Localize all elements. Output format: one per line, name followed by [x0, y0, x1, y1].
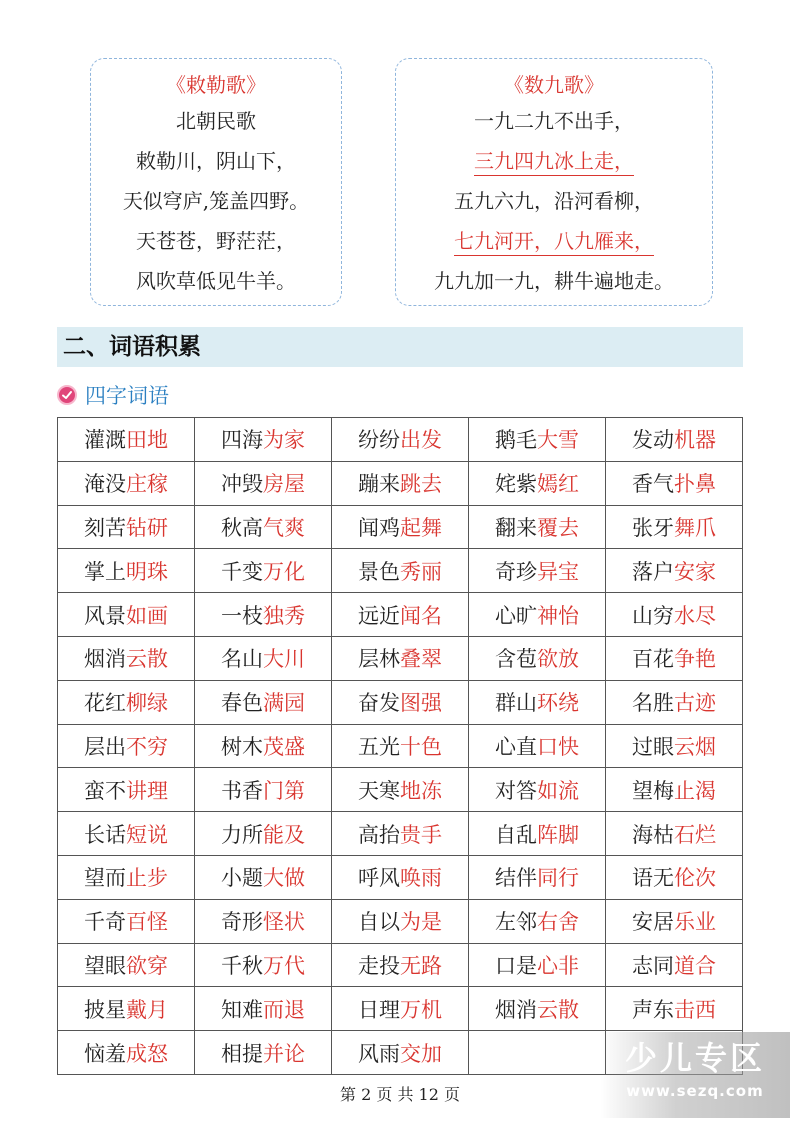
- word-cell: [606, 418, 743, 462]
- word-first-half: 望而: [84, 866, 126, 891]
- word-cell: [469, 505, 606, 549]
- word-first-half: 掌上: [84, 559, 126, 584]
- subsection-header: [57, 380, 169, 410]
- word-first-half: 远近: [358, 603, 400, 628]
- word-cell: [332, 680, 469, 724]
- word-cell: [195, 899, 332, 943]
- word-cell: [606, 812, 743, 856]
- word-cell: [469, 724, 606, 768]
- word-second-half: 成怒: [126, 1041, 168, 1066]
- word-cell: [469, 549, 606, 593]
- word-first-half: 心旷: [495, 603, 537, 628]
- word-second-half: 伦次: [674, 866, 716, 891]
- word-second-half: 大做: [263, 866, 305, 891]
- word-second-half: 云散: [537, 997, 579, 1022]
- word-first-half: 落户: [632, 559, 674, 584]
- watermark-logo: [600, 1032, 790, 1118]
- word-second-half: 而退: [263, 997, 305, 1022]
- word-first-half: 海枯: [632, 822, 674, 847]
- word-first-half: 安居: [632, 910, 674, 935]
- table-row: [58, 899, 743, 943]
- word-first-half: 风景: [84, 603, 126, 628]
- poem-line: [91, 221, 341, 261]
- word-cell: [332, 461, 469, 505]
- poem-line: [91, 261, 341, 301]
- word-cell: [195, 768, 332, 812]
- word-first-half: 心直: [495, 734, 537, 759]
- word-second-half: 茂盛: [263, 734, 305, 759]
- word-second-half: 独秀: [263, 603, 305, 628]
- word-cell: [332, 549, 469, 593]
- word-first-half: 书香: [221, 778, 263, 803]
- word-second-half: 欲穿: [126, 953, 168, 978]
- word-second-half: 地冻: [400, 778, 442, 803]
- table-row: [58, 987, 743, 1031]
- word-second-half: 短说: [126, 822, 168, 847]
- word-cell: [195, 549, 332, 593]
- word-second-half: 安家: [674, 559, 716, 584]
- word-first-half: 四海: [221, 428, 263, 453]
- word-first-half: 披星: [84, 997, 126, 1022]
- poem-line-text: 天苍苍，野茫茫，: [136, 229, 296, 253]
- word-second-half: 田地: [126, 428, 168, 453]
- word-first-half: 口是: [495, 953, 537, 978]
- word-second-half: 不穷: [126, 734, 168, 759]
- watermark-url: www.sezq.com: [626, 1082, 764, 1100]
- word-first-half: 名山: [221, 647, 263, 672]
- word-cell: [332, 1031, 469, 1075]
- word-cell: [58, 418, 195, 462]
- word-second-half: 满园: [263, 691, 305, 716]
- word-cell: [606, 549, 743, 593]
- word-first-half: 纷纷: [358, 428, 400, 453]
- word-cell: [332, 593, 469, 637]
- word-first-half: 香气: [632, 472, 674, 497]
- word-cell: [606, 724, 743, 768]
- word-cell: [606, 987, 743, 1031]
- word-cell: [58, 680, 195, 724]
- word-second-half: 覆去: [537, 515, 579, 540]
- word-first-half: 五光: [358, 734, 400, 759]
- word-cell: [195, 461, 332, 505]
- word-first-half: 日理: [358, 997, 400, 1022]
- word-first-half: 闻鸡: [358, 515, 400, 540]
- word-first-half: 发动: [632, 428, 674, 453]
- word-second-half: 无路: [400, 953, 442, 978]
- word-second-half: 击西: [674, 997, 716, 1022]
- word-second-half: 唤雨: [400, 866, 442, 891]
- word-first-half: 秋高: [221, 515, 263, 540]
- word-first-half: 树木: [221, 734, 263, 759]
- poem-line: [396, 141, 712, 181]
- word-first-half: 张牙: [632, 515, 674, 540]
- word-first-half: 奋发: [358, 691, 400, 716]
- word-first-half: 天寒: [358, 778, 400, 803]
- word-cell: [606, 505, 743, 549]
- word-first-half: 烟消: [495, 997, 537, 1022]
- table-row: [58, 418, 743, 462]
- table-row: [58, 943, 743, 987]
- table-row: [58, 593, 743, 637]
- word-cell: [332, 636, 469, 680]
- word-second-half: 心非: [537, 953, 579, 978]
- word-cell: [58, 987, 195, 1031]
- word-first-half: 小题: [221, 866, 263, 891]
- word-cell: [58, 943, 195, 987]
- word-first-half: 淹没: [84, 472, 126, 497]
- word-cell: [195, 855, 332, 899]
- word-second-half: 并论: [263, 1041, 305, 1066]
- word-second-half: 云散: [126, 647, 168, 672]
- word-second-half: 跳去: [400, 472, 442, 497]
- word-second-half: 乐业: [674, 910, 716, 935]
- word-second-half: 柳绿: [126, 691, 168, 716]
- word-second-half: 庄稼: [126, 472, 168, 497]
- word-second-half: 闻名: [400, 603, 442, 628]
- word-cell: [606, 593, 743, 637]
- word-cell: [332, 418, 469, 462]
- word-cell: [195, 812, 332, 856]
- poem-line-text: 风吹草低见牛羊。: [136, 269, 296, 293]
- word-cell: [195, 680, 332, 724]
- word-second-half: 百怪: [126, 910, 168, 935]
- word-first-half: 声东: [632, 997, 674, 1022]
- word-cell: [195, 987, 332, 1031]
- word-cell: [606, 461, 743, 505]
- word-second-half: 门第: [263, 778, 305, 803]
- word-first-half: 春色: [221, 691, 263, 716]
- word-first-half: 千秋: [221, 953, 263, 978]
- word-cell: [469, 461, 606, 505]
- word-first-half: 灌溉: [84, 428, 126, 453]
- table-row: [58, 855, 743, 899]
- word-first-half: 左邻: [495, 910, 537, 935]
- word-first-half: 自以: [358, 910, 400, 935]
- word-first-half: 蹦来: [358, 472, 400, 497]
- word-first-half: 刻苦: [84, 515, 126, 540]
- word-cell: [469, 899, 606, 943]
- word-first-half: 结伴: [495, 866, 537, 891]
- word-second-half: 气爽: [263, 515, 305, 540]
- word-second-half: 钻研: [126, 515, 168, 540]
- word-cell: [469, 1031, 606, 1075]
- word-cell: [469, 593, 606, 637]
- word-cell: [58, 549, 195, 593]
- poem-line-text: 三九四九冰上走，: [474, 149, 634, 176]
- word-cell: [332, 987, 469, 1031]
- table-row: [58, 680, 743, 724]
- word-first-half: 呼风: [358, 866, 400, 891]
- poem-line-text: 敕勒川，阴山下，: [136, 149, 296, 173]
- word-first-half: 走投: [358, 953, 400, 978]
- word-second-half: 环绕: [537, 691, 579, 716]
- word-first-half: 山穷: [632, 603, 674, 628]
- word-second-half: 争艳: [674, 647, 716, 672]
- word-cell: [58, 1031, 195, 1075]
- word-cell: [606, 636, 743, 680]
- word-first-half: 千奇: [84, 910, 126, 935]
- table-row: [58, 812, 743, 856]
- word-second-half: 机器: [674, 428, 716, 453]
- word-second-half: 神怡: [537, 603, 579, 628]
- word-first-half: 语无: [632, 866, 674, 891]
- word-cell: [195, 1031, 332, 1075]
- word-first-half: 知难: [221, 997, 263, 1022]
- word-second-half: 嫣红: [537, 472, 579, 497]
- word-second-half: 房屋: [263, 472, 305, 497]
- word-cell: [195, 636, 332, 680]
- word-cell: [195, 724, 332, 768]
- word-first-half: 鹅毛: [495, 428, 537, 453]
- word-second-half: 大雪: [537, 428, 579, 453]
- word-second-half: 交加: [400, 1041, 442, 1066]
- word-cell: [606, 943, 743, 987]
- word-first-half: 力所: [221, 822, 263, 847]
- word-first-half: 名胜: [632, 691, 674, 716]
- word-cell: [58, 593, 195, 637]
- word-first-half: 自乱: [495, 822, 537, 847]
- word-second-half: 万代: [263, 953, 305, 978]
- word-cell: [195, 593, 332, 637]
- word-first-half: 百花: [632, 647, 674, 672]
- word-second-half: 石烂: [674, 822, 716, 847]
- word-first-half: 姹紫: [495, 472, 537, 497]
- word-first-half: 一枝: [221, 603, 263, 628]
- word-first-half: 高抬: [358, 822, 400, 847]
- poem-box-chile-ge: [90, 58, 342, 306]
- word-first-half: 过眼: [632, 734, 674, 759]
- section-title: 二、词语积累: [63, 334, 201, 360]
- poem-line-text: 一九二九不出手，: [474, 109, 634, 133]
- word-first-half: 层出: [84, 734, 126, 759]
- word-cell: [332, 812, 469, 856]
- poem-line-text: 七九河开，八九雁来，: [454, 229, 654, 256]
- word-cell: [195, 505, 332, 549]
- word-first-half: 恼羞: [84, 1041, 126, 1066]
- word-cell: [58, 461, 195, 505]
- word-second-half: 图强: [400, 691, 442, 716]
- poem-box-shujiu-ge: [395, 58, 713, 306]
- poem-line: [396, 181, 712, 221]
- word-second-half: 右舍: [537, 910, 579, 935]
- word-second-half: 止渴: [674, 778, 716, 803]
- poem-line-text: 天似穹庐,笼盖四野。: [122, 189, 310, 213]
- word-second-half: 为是: [400, 910, 442, 935]
- word-second-half: 欲放: [537, 647, 579, 672]
- poem-line: [91, 181, 341, 221]
- word-second-half: 舞爪: [674, 515, 716, 540]
- page-number: 第 2 页 共 12 页: [340, 1085, 460, 1104]
- word-first-half: 奇形: [221, 910, 263, 935]
- poem-title: 《数九歌》: [504, 73, 604, 97]
- word-second-half: 阵脚: [537, 822, 579, 847]
- section-header-bar: [57, 327, 743, 367]
- poem-line: [396, 221, 712, 261]
- word-second-half: 戴月: [126, 997, 168, 1022]
- word-first-half: 烟消: [84, 647, 126, 672]
- word-cell: [332, 855, 469, 899]
- word-second-half: 大川: [263, 647, 305, 672]
- poem-line: [91, 101, 341, 141]
- word-cell: [469, 943, 606, 987]
- word-second-half: 异宝: [537, 559, 579, 584]
- word-first-half: 望梅: [632, 778, 674, 803]
- word-second-half: 十色: [400, 734, 442, 759]
- word-second-half: 古迹: [674, 691, 716, 716]
- word-cell: [195, 943, 332, 987]
- word-first-half: 相提: [221, 1041, 263, 1066]
- word-cell: [469, 768, 606, 812]
- word-first-half: 风雨: [358, 1041, 400, 1066]
- check-circle-icon: [57, 385, 77, 405]
- word-cell: [469, 987, 606, 1031]
- word-second-half: 出发: [400, 428, 442, 453]
- table-row: [58, 461, 743, 505]
- word-second-half: 讲理: [126, 778, 168, 803]
- word-second-half: 云烟: [674, 734, 716, 759]
- word-cell: [332, 899, 469, 943]
- word-second-half: 扑鼻: [674, 472, 716, 497]
- poem-line: [396, 101, 712, 141]
- poem-line-text: 北朝民歌: [176, 109, 256, 133]
- word-cell: [469, 812, 606, 856]
- word-second-half: 怪状: [263, 910, 305, 935]
- poem-title: 《敕勒歌》: [166, 73, 266, 97]
- word-cell: [58, 505, 195, 549]
- word-second-half: 如流: [537, 778, 579, 803]
- word-second-half: 秀丽: [400, 559, 442, 584]
- poem-line: [396, 261, 712, 301]
- word-second-half: 如画: [126, 603, 168, 628]
- word-first-half: 望眼: [84, 953, 126, 978]
- word-first-half: 千变: [221, 559, 263, 584]
- word-first-half: 含苞: [495, 647, 537, 672]
- word-first-half: 奇珍: [495, 559, 537, 584]
- table-row: [58, 636, 743, 680]
- word-cell: [58, 768, 195, 812]
- four-character-words-table: [57, 417, 743, 1075]
- poem-line: [91, 141, 341, 181]
- word-second-half: 能及: [263, 822, 305, 847]
- watermark-name: 少儿专区: [624, 1039, 765, 1077]
- word-first-half: 翻来: [495, 515, 537, 540]
- word-first-half: 层林: [358, 647, 400, 672]
- word-second-half: 叠翠: [400, 647, 442, 672]
- word-cell: [606, 768, 743, 812]
- table-row: [58, 724, 743, 768]
- word-cell: [58, 855, 195, 899]
- word-cell: [469, 636, 606, 680]
- word-cell: [332, 768, 469, 812]
- poem-line-text: 五九六九，沿河看柳，: [454, 189, 654, 213]
- word-cell: [58, 812, 195, 856]
- word-cell: [606, 680, 743, 724]
- word-cell: [332, 505, 469, 549]
- word-cell: [606, 855, 743, 899]
- word-second-half: 贵手: [400, 822, 442, 847]
- word-cell: [58, 899, 195, 943]
- word-first-half: 长话: [84, 822, 126, 847]
- word-first-half: 蛮不: [84, 778, 126, 803]
- word-first-half: 志同: [632, 953, 674, 978]
- word-cell: [58, 724, 195, 768]
- word-second-half: 口快: [537, 734, 579, 759]
- word-second-half: 万机: [400, 997, 442, 1022]
- word-cell: [469, 855, 606, 899]
- word-second-half: 明珠: [126, 559, 168, 584]
- word-second-half: 道合: [674, 953, 716, 978]
- word-cell: [195, 418, 332, 462]
- word-second-half: 起舞: [400, 515, 442, 540]
- word-cell: [469, 680, 606, 724]
- poem-line-text: 九九加一九，耕牛遍地走。: [434, 269, 674, 293]
- word-cell: [469, 418, 606, 462]
- word-first-half: 冲毁: [221, 472, 263, 497]
- word-cell: [606, 899, 743, 943]
- table-row: [58, 505, 743, 549]
- word-second-half: 止步: [126, 866, 168, 891]
- word-second-half: 为家: [263, 428, 305, 453]
- word-cell: [332, 724, 469, 768]
- word-second-half: 万化: [263, 559, 305, 584]
- table-row: [58, 549, 743, 593]
- word-second-half: 同行: [537, 866, 579, 891]
- subsection-title: 四字词语: [85, 384, 169, 408]
- word-cell: [332, 943, 469, 987]
- word-first-half: 群山: [495, 691, 537, 716]
- word-first-half: 花红: [84, 691, 126, 716]
- word-first-half: 对答: [495, 778, 537, 803]
- word-second-half: 水尽: [674, 603, 716, 628]
- word-first-half: 景色: [358, 559, 400, 584]
- word-cell: [58, 636, 195, 680]
- table-row: [58, 768, 743, 812]
